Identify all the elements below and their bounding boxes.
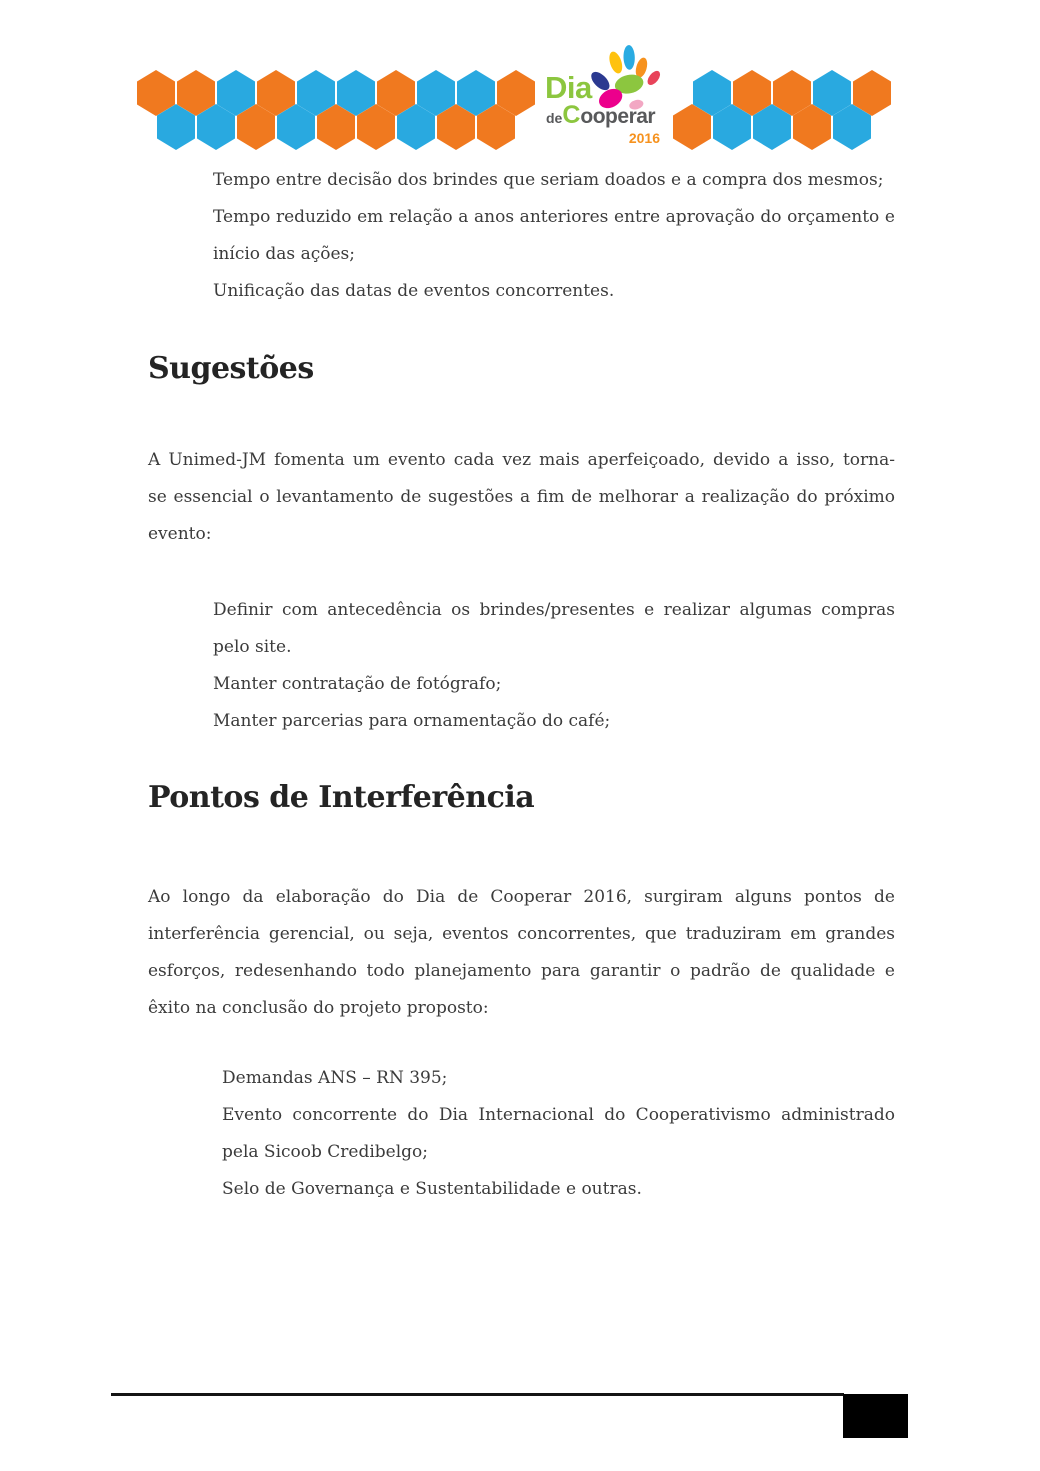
text-line: se essencial o levantamento de sugestões a fim de melhorar a realização do próximo [148,487,895,507]
text-line: Manter contratação de fotógrafo; [213,674,502,694]
text-line: A Unimed-JM fomenta um evento cada vez mais aperfeiçoado, devido a isso, torna- [148,450,895,470]
text-line: Tempo reduzido em relação a anos anteriores entre aprovação do orçamento e [213,207,895,227]
hexagon-band-right [673,70,913,160]
footer-page-number-box [843,1394,908,1438]
paragraph-pontos-interferencia [148,879,895,1027]
logo-text-decooperar [546,103,655,128]
text-line: êxito na conclusão do projeto proposto: [148,998,489,1018]
text-line: Demandas ANS – RN 395; [222,1068,448,1088]
text-line: interferência gerencial, ou seja, eventos concorrentes, que traduziram em grandes [148,924,895,944]
text-line: Definir com antecedência os brindes/presentes e realizar algumas compras [213,600,895,620]
hexagon-orange [317,104,355,150]
text-line: pela Sicoob Credibelgo; [222,1142,429,1162]
hexagon-orange [437,104,475,150]
hexagon-blue [197,104,235,150]
logo-text-de: de [546,110,563,126]
text-line: esforços, redesenhando todo planejamento para garantir o padrão de qualidade e [148,961,895,981]
list-improvements [213,162,895,310]
hexagon-row [157,104,515,150]
hexagon-blue [157,104,195,150]
hexagon-orange [477,104,515,150]
hexagon-band-left [137,70,537,160]
hexagon-blue [713,104,751,150]
hexagon-orange [237,104,275,150]
logo-text-ooperar: ooperar [580,105,656,128]
text-line: início das ações; [213,244,355,264]
text-line: Manter parcerias para ornamentação do café; [213,711,611,731]
logo-text-year: 2016 [628,130,660,146]
hexagon-blue [277,104,315,150]
list-pontos-interferencia [222,1060,895,1208]
list-sugestoes [213,592,895,740]
text-line: Evento concorrente do Dia Internacional do Cooperativismo administrado [222,1105,895,1125]
hexagon-blue [753,104,791,150]
text-line: pelo site. [213,637,292,657]
text-line: Unificação das datas de eventos concorrentes. [213,281,615,301]
paragraph-sugestoes [148,442,895,553]
hexagon-orange [793,104,831,150]
logo-text-c: C [562,101,581,129]
section-heading-sugestoes: Sugestões [148,351,314,386]
hexagon-orange [357,104,395,150]
logo-text-dia: Dia [545,70,592,105]
text-line: Tempo entre decisão dos brindes que seriam doados e a compra dos mesmos; [213,170,884,190]
text-line: Ao longo da elaboração do Dia de Cooperar 2016, surgiram alguns pontos de [148,887,895,907]
hexagon-row [673,104,871,150]
text-line: evento: [148,524,212,544]
hexagon-blue [833,104,871,150]
hexagon-blue [397,104,435,150]
hexagon-orange [673,104,711,150]
footer-rule [111,1393,844,1396]
section-heading-pontos-interferencia: Pontos de Interferência [148,780,535,815]
text-line: Selo de Governança e Sustentabilidade e outras. [222,1179,642,1199]
